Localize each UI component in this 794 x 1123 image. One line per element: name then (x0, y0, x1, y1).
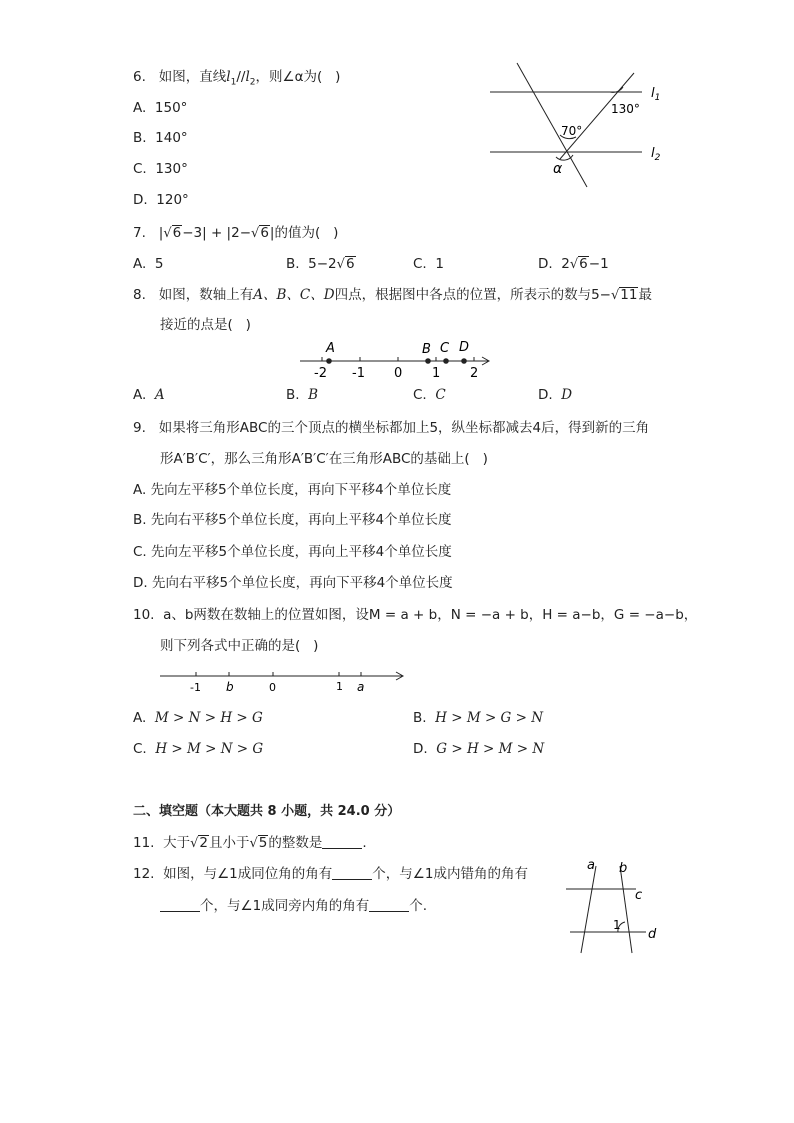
q12-figure (560, 852, 670, 960)
q10-option-a[interactable]: A. M > N > H > G (133, 710, 263, 726)
label-70: 70° (561, 124, 583, 138)
label-l1: $l_1$ (651, 86, 661, 103)
q10-stem-line2: 则下列各式中正确的是( ) (160, 638, 319, 654)
tick-label-a: a (357, 680, 365, 694)
q6-stem: 6. 如图，直线$l_1//l_2$，则∠α为( ) (133, 69, 341, 88)
tick-label: 1 (432, 366, 441, 381)
tick-label-b: b (226, 680, 234, 694)
answer-blank[interactable] (332, 867, 372, 880)
q10-option-c[interactable]: C. H > M > N > G (133, 741, 264, 757)
q8-stem-line2: 接近的点是( ) (160, 317, 251, 333)
q9-option-c[interactable]: C. 先向左平移5个单位长度，再向上平移4个单位长度 (133, 544, 452, 560)
q6-option-b[interactable]: B. 140° (133, 130, 188, 146)
q9-stem-line1: 9. 如果将三角形ABC的三个顶点的横坐标都加上5，纵坐标都减去4后，得到新的三角 (133, 420, 650, 436)
point-label-c: C (440, 341, 450, 356)
tick-label: 2 (470, 366, 479, 381)
tick-label: -1 (352, 366, 365, 381)
point-a (326, 358, 332, 364)
q9-option-d[interactable]: D. 先向右平移5个单位长度，再向下平移4个单位长度 (133, 575, 453, 591)
label-angle-1: 1 (613, 918, 621, 932)
point-c (443, 358, 449, 364)
label-l2: $l_2$ (651, 146, 661, 163)
answer-blank[interactable] (160, 899, 200, 912)
tick-label: 1 (336, 680, 343, 693)
line-b (620, 866, 632, 953)
label-c: c (635, 888, 643, 903)
tick-label: -2 (314, 366, 327, 381)
q10-option-b[interactable]: B. H > M > G > N (413, 710, 544, 726)
section-title: 二、填空题（本大题共 8 小题，共 24.0 分） (133, 804, 401, 819)
q7-stem: 7. |√6−3| + |2−√6|的值为( ) (133, 225, 339, 241)
q8-option-c[interactable]: C. C (413, 387, 446, 403)
point-label-b: B (422, 342, 431, 357)
q8-option-b[interactable]: B. B (286, 387, 319, 403)
q12-stem-line2: 个，与∠1成同旁内角的角有 个. (160, 897, 427, 915)
q6-option-a[interactable]: A. 150° (133, 100, 188, 116)
tick-label: 0 (269, 681, 276, 694)
label-alpha: α (553, 161, 563, 177)
answer-blank[interactable] (322, 836, 362, 849)
q11-stem: 11. 大于√2且小于√5的整数是 . (133, 835, 367, 851)
label-d: d (648, 927, 657, 942)
q7-option-b[interactable]: B. 5−2√6 (286, 256, 355, 272)
tick-label: 0 (394, 366, 403, 381)
q9-option-a[interactable]: A. 先向左平移5个单位长度，再向下平移4个单位长度 (133, 482, 452, 498)
line-a (581, 866, 596, 953)
point-d (461, 358, 467, 364)
q12-stem-line1: 12. 如图，与∠1成同位角的角有 个，与∠1成内错角的角有 (133, 866, 528, 882)
q8-number-line (292, 336, 502, 382)
point-b (425, 358, 431, 364)
q6-option-d[interactable]: D. 120° (133, 192, 189, 208)
arc-alpha (556, 155, 573, 160)
q10-number-line (158, 664, 410, 696)
q10-option-d[interactable]: D. G > H > M > N (413, 741, 545, 757)
q6-figure (480, 55, 680, 195)
point-label-d: D (459, 340, 470, 355)
transversal-right (560, 73, 634, 159)
q7-option-a[interactable]: A. 5 (133, 256, 164, 272)
q7-option-d[interactable]: D. 2√6−1 (538, 256, 609, 272)
q10-stem-line1: 10. a、b两数在数轴上的位置如图，设M = a + b，N = −a + b，H = a−b，G = −a−b， (133, 607, 698, 623)
label-130: 130° (611, 102, 640, 116)
label-a: a (587, 858, 595, 873)
q6-option-c[interactable]: C. 130° (133, 161, 188, 177)
label-b: b (619, 861, 628, 876)
q9-stem-line2: 形A′B′C′，那么三角形A′B′C′在三角形ABC的基础上( ) (160, 451, 488, 467)
q9-option-b[interactable]: B. 先向右平移5个单位长度，再向上平移4个单位长度 (133, 512, 452, 528)
tick-label: -1 (190, 681, 201, 694)
point-label-a: A (326, 341, 335, 356)
q7-option-c[interactable]: C. 1 (413, 256, 444, 272)
q8-option-d[interactable]: D. D (538, 387, 573, 403)
answer-blank[interactable] (369, 899, 409, 912)
q8-stem-line1: 8. 如图，数轴上有A、B、C、D四点，根据图中各点的位置，所表示的数与5−√11最 (133, 287, 652, 303)
q8-option-a[interactable]: A. A (133, 387, 165, 403)
